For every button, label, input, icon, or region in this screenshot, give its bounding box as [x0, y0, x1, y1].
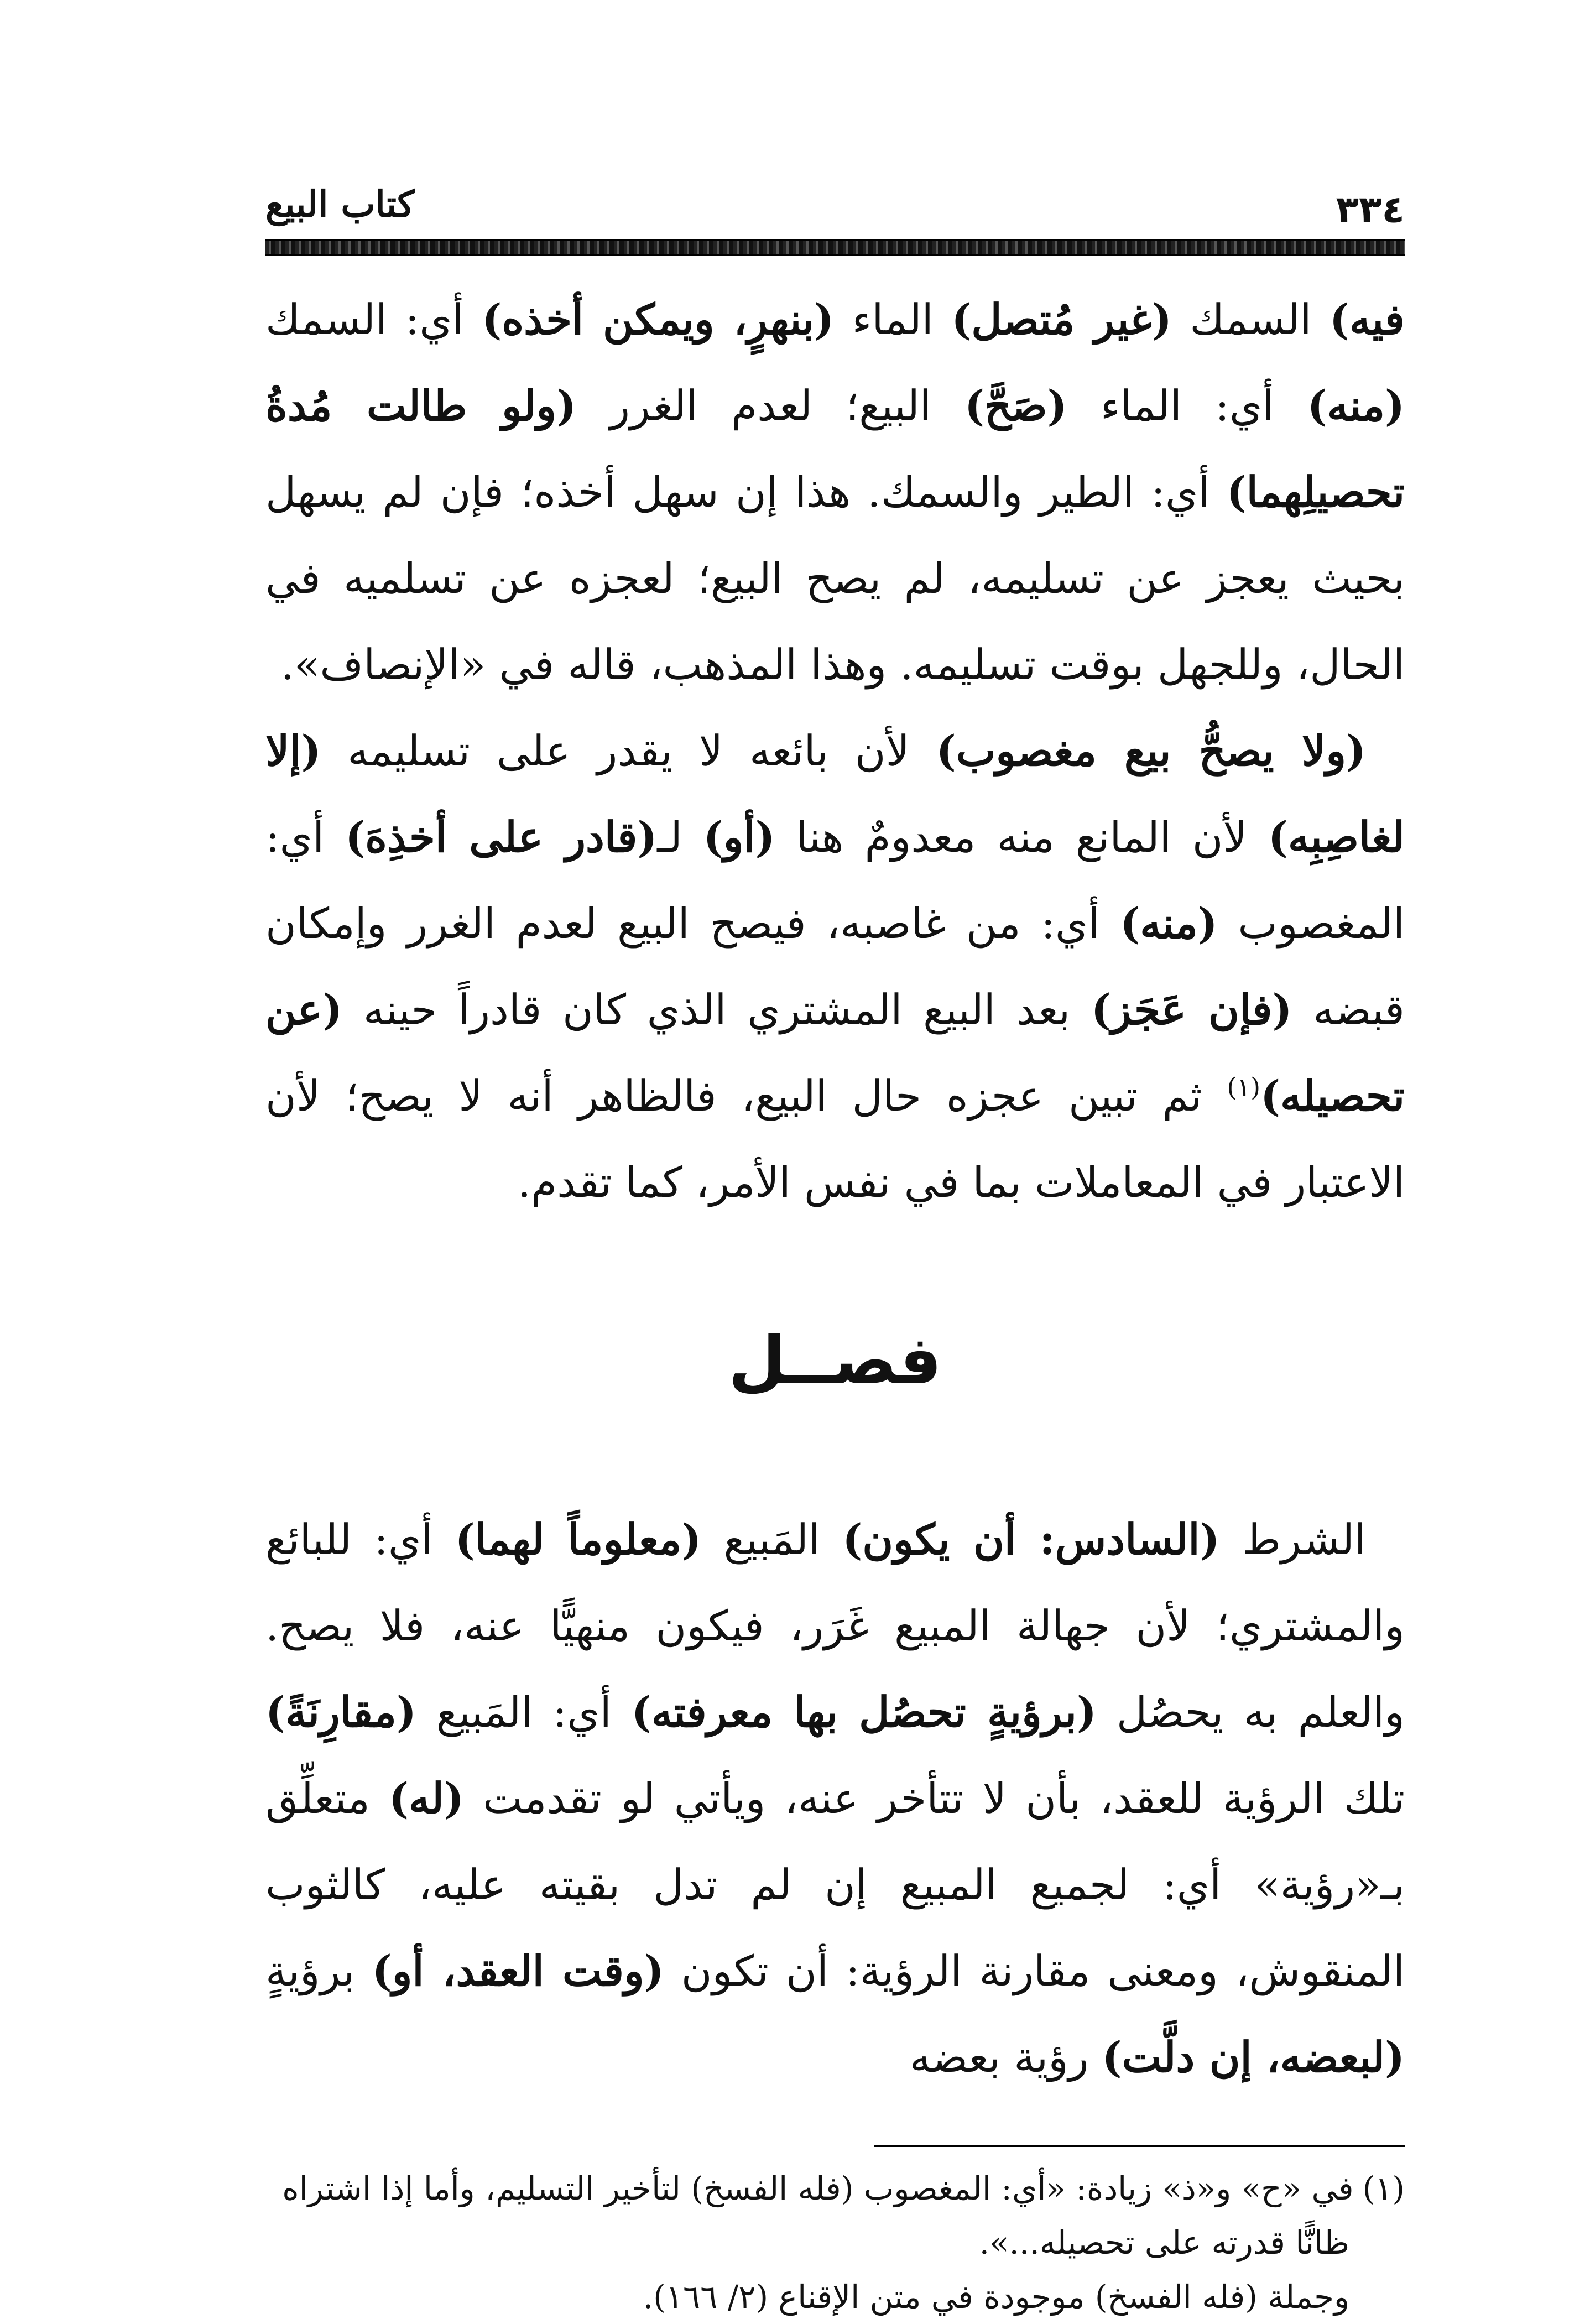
matn-text: (منه)	[1120, 899, 1218, 948]
sharh-text: أي: السمك	[265, 295, 482, 344]
sharh-text: بعد البيع المشتري الذي كان قادراً حينه	[342, 985, 1091, 1034]
sharh-text: المَبيع	[701, 1515, 843, 1564]
sharh-text: الماء	[834, 295, 952, 344]
matn-text: (فإن عَجَز)	[1091, 985, 1292, 1034]
sharh-text: السمك	[1171, 295, 1330, 344]
paragraph-1	[265, 277, 1405, 708]
matn-text: (صَحَّ)	[964, 381, 1067, 430]
matn-text: (معلوماً لهما)	[455, 1515, 702, 1564]
footnote-1	[265, 2161, 1405, 2216]
sharh-text: لأن المانع منه معدومٌ هنا	[775, 812, 1268, 862]
footnote-separator	[874, 2145, 1405, 2147]
matn-text: (برؤيةٍ تحصُل بها معرفته)	[631, 1687, 1097, 1737]
sharh-text: أي: الطير والسمك. هذا إن سهل أخذه؛ فإن لم يسهل بحيث يعجز عن تسليمه، لم يصح البيع؛ لعجزه عن تسلميه في الحال، وللجهل بوقت تسليمه. وهذا المذهب، قاله في «الإنصاف».	[265, 467, 1405, 689]
matn-text: (إلا لغاصِبِه)	[265, 726, 1405, 862]
matn-text: (وقت العقد، أو)	[372, 1946, 664, 1995]
sharh-text: أي: المغصوب	[265, 812, 1405, 948]
matn-text: (غير مُتصل)	[951, 295, 1172, 344]
matn-text: (بنهرٍ، ويمكن أخذه)	[482, 295, 835, 344]
footnote-text: في «ح» و«ذ» زيادة: «أي: المغصوب (فله الفسخ) لتأخير التسليم، وأما إذا اشتراه	[282, 2170, 1354, 2207]
main-text	[265, 277, 1405, 2101]
sharh-text: رؤية بعضه	[909, 2033, 1102, 2082]
sharh-text: لأن بائعه لا يقدر على تسليمه	[321, 726, 936, 775]
footnote-number: (١)	[1362, 2170, 1405, 2207]
matn-text: (عن تحصيله)	[265, 985, 1405, 1121]
matn-text: (ولا يصحُّ بيع مغصوب)	[936, 726, 1366, 775]
sharh-text: متعلِّق بـ«رؤية» أي: لجميع المبيع إن لم تدل بقيته عليه، كالثوب المنقوش، ومعنى مقارنة الرؤية: أن تكون	[265, 1774, 1405, 1995]
sharh-text: لـ	[657, 812, 703, 862]
paragraph-3	[265, 1497, 1405, 2101]
section-heading: فصــل	[728, 1322, 942, 1399]
footnote-reference[interactable]: (١)	[1227, 1072, 1261, 1102]
matn-text: (لبعضه، إن دلَّت)	[1102, 2033, 1405, 2082]
matn-text: (منه)	[1307, 381, 1405, 430]
sharh-text: أي: الماء	[1067, 381, 1307, 430]
matn-text: (السادس: أن يكون)	[842, 1515, 1220, 1564]
document-page	[265, 177, 1405, 2316]
book-title: كتاب البيع	[265, 183, 415, 226]
matn-text: (له)	[389, 1774, 464, 1823]
sharh-text: ثم تبين عجزه حال البيع، فالظاهر أنه لا يصح؛ لأن الاعتبار في المعاملات بما في نفس الأمر، كما تقدم.	[265, 1071, 1405, 1207]
sharh-text: تلك الرؤية للعقد، بأن لا تتأخر عنه، ويأتي لو تقدمت	[463, 1774, 1405, 1823]
footnote-1-continuation: ظانًّا قدرته على تحصيله...».	[979, 2224, 1349, 2262]
running-header	[265, 177, 1405, 243]
header-rule	[265, 239, 1405, 256]
sharh-text: البيع؛ لعدم الغرر	[576, 381, 965, 430]
sharh-text: أي: المَبيع	[416, 1687, 632, 1737]
matn-text: (ولو طالت مُدةُ تحصيلِهما)	[265, 381, 1405, 517]
sharh-text: برؤيةٍ	[265, 1946, 372, 1995]
matn-text: (أو)	[703, 812, 775, 862]
sharh-text: الشرط	[1219, 1515, 1367, 1564]
sharh-text: أي: من غاصبه، فيصح البيع لعدم الغرر وإمكان قبضه	[265, 899, 1405, 1034]
footnote-1-note: وجملة (فله الفسخ) موجودة في متن الإقناع (٢/ ١٦٦).	[643, 2278, 1349, 2316]
matn-text: (مقارِنَةً)	[265, 1687, 416, 1737]
matn-text: (قادر على أخذِهَ)	[345, 812, 658, 862]
paragraph-2	[265, 708, 1405, 1226]
matn-text: فيه)	[1329, 295, 1405, 344]
footnotes	[265, 2161, 1405, 2324]
sharh-text: أي: للبائع والمشتري؛ لأن جهالة المبيع غَرَر، فيكون منهيًّا عنه، فلا يصح. والعلم به يحصُل	[265, 1515, 1405, 1737]
page-number: ٣٣٤	[1336, 188, 1405, 232]
